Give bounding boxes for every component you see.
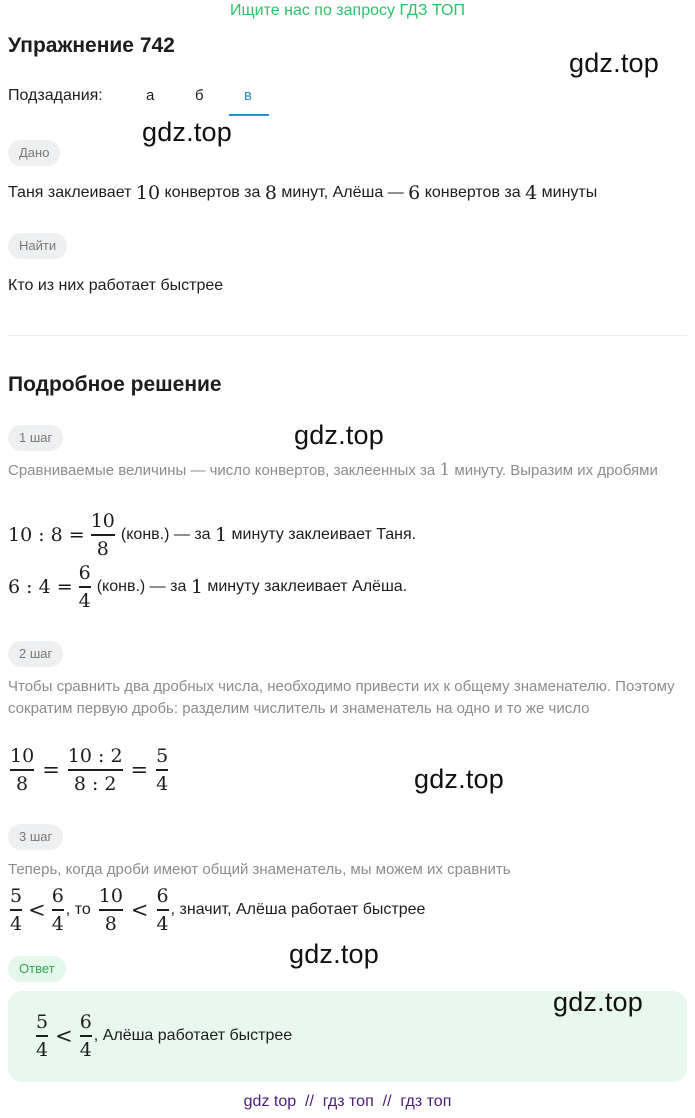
given-part: минут, Алёша — — [281, 184, 404, 201]
numerator: 6 — [156, 885, 169, 908]
watermark: gdz.top — [553, 987, 643, 1017]
fraction — [79, 562, 91, 611]
watermark: gdz.top — [294, 420, 384, 450]
fraction — [91, 510, 115, 559]
less-than-sign: < — [28, 898, 46, 922]
less-than-sign: < — [130, 898, 149, 922]
step3-badge: 3 шаг — [8, 824, 63, 850]
find-badge: Найти — [8, 233, 67, 259]
denominator: 4 — [156, 912, 169, 935]
step1-description — [8, 459, 668, 482]
numerator: 5 — [156, 745, 169, 768]
step3-comparison — [8, 884, 425, 936]
tab-v[interactable]: в — [244, 87, 252, 104]
given-text — [8, 180, 597, 206]
given-part: Таня заклеивает — [8, 184, 132, 201]
fraction — [156, 745, 168, 794]
given-badge: Дано — [8, 140, 60, 166]
fraction — [80, 1011, 92, 1060]
fraction — [36, 1011, 48, 1060]
step3-text: , то — [65, 901, 91, 918]
fraction — [10, 745, 34, 794]
solution-title: Подробное решение — [8, 373, 222, 396]
subtasks-label: Подзадания: — [8, 87, 103, 104]
denominator: 8 — [104, 912, 117, 935]
step3-description: Теперь, когда дроби имеют общий знаменатель, мы можем их сравнить — [8, 861, 511, 878]
answer-content — [34, 1010, 292, 1062]
step1-line2-expression: 6 : 4 = — [8, 576, 73, 598]
given-number: 4 — [525, 182, 538, 204]
step1-line2-number: 1 — [190, 576, 203, 598]
step2-reduction — [8, 744, 170, 796]
page-title: Упражнение 742 — [8, 34, 175, 57]
watermark: gdz.top — [289, 939, 379, 969]
find-text: Кто из них работает быстрее — [8, 277, 224, 294]
step1-badge: 1 шаг — [8, 425, 63, 451]
denominator: 4 — [79, 1038, 92, 1061]
equals-sign: = — [130, 758, 149, 782]
given-number: 10 — [135, 182, 161, 204]
given-part: минуты — [541, 184, 598, 201]
fraction — [68, 745, 123, 794]
step1-line2 — [8, 561, 407, 613]
given-part: конвертов за — [164, 184, 261, 201]
step1-line2-text: минуту заклеивает Алёша. — [207, 578, 408, 595]
step1-line1-number: 1 — [215, 524, 228, 546]
step1-desc-part: минуту. Выразим их дробями — [454, 462, 658, 479]
step1-line1-text: (конв.) — за — [120, 526, 211, 543]
tab-b[interactable]: б — [195, 87, 204, 104]
numerator: 6 — [78, 562, 91, 585]
fraction — [157, 885, 169, 934]
step1-line1-text: минуту заклеивает Таня. — [231, 526, 417, 543]
footer-links[interactable]: gdz top // гдз топ // гдз топ — [243, 1093, 452, 1110]
step2-badge: 2 шаг — [8, 641, 63, 667]
given-number: 6 — [408, 182, 421, 204]
numerator: 6 — [51, 885, 64, 908]
numerator: 10 : 2 — [67, 745, 123, 768]
watermark: gdz.top — [569, 48, 659, 78]
numerator: 10 — [98, 885, 123, 908]
given-number: 8 — [264, 182, 277, 204]
denominator: 4 — [51, 912, 64, 935]
step1-line1 — [8, 509, 416, 561]
divider — [8, 335, 687, 336]
watermark: gdz.top — [142, 117, 232, 147]
numerator: 10 — [10, 745, 35, 768]
denominator: 4 — [10, 912, 23, 935]
denominator: 4 — [36, 1038, 49, 1061]
denominator: 8 : 2 — [73, 772, 117, 795]
denominator: 4 — [156, 772, 169, 795]
given-part: конвертов за — [424, 184, 521, 201]
equals-sign: = — [42, 758, 60, 782]
fraction — [10, 885, 22, 934]
less-than-sign: < — [55, 1024, 73, 1048]
denominator: 4 — [78, 589, 91, 612]
step1-desc-number: 1 — [439, 460, 451, 480]
answer-text: , Алёша работает быстрее — [93, 1027, 293, 1044]
numerator: 5 — [36, 1011, 49, 1034]
active-tab-indicator — [229, 114, 269, 116]
numerator: 10 — [90, 510, 115, 533]
denominator: 8 — [96, 537, 109, 560]
numerator: 5 — [10, 885, 23, 908]
answer-badge: Ответ — [8, 956, 66, 982]
tab-a[interactable]: а — [146, 87, 155, 104]
step1-line2-text: (конв.) — за — [96, 578, 187, 595]
promo-banner[interactable]: Ищите нас по запросу ГДЗ ТОП — [230, 2, 465, 19]
fraction — [52, 885, 64, 934]
fraction — [99, 885, 123, 934]
step1-line1-expression: 10 : 8 = — [8, 524, 85, 546]
step2-description: Чтобы сравнить два дробных числа, необходимо привести их к общему знаменателю. Поэтому сократим первую дробь: разделим числитель и знаменатель на одно и то же число — [8, 678, 675, 717]
step3-text: , значит, Алёша работает быстрее — [170, 901, 426, 918]
step1-desc-part: Сравниваемые величины — число конвертов, заклеенных за — [8, 462, 436, 479]
numerator: 6 — [79, 1011, 92, 1034]
watermark: gdz.top — [414, 764, 504, 794]
denominator: 8 — [16, 772, 29, 795]
